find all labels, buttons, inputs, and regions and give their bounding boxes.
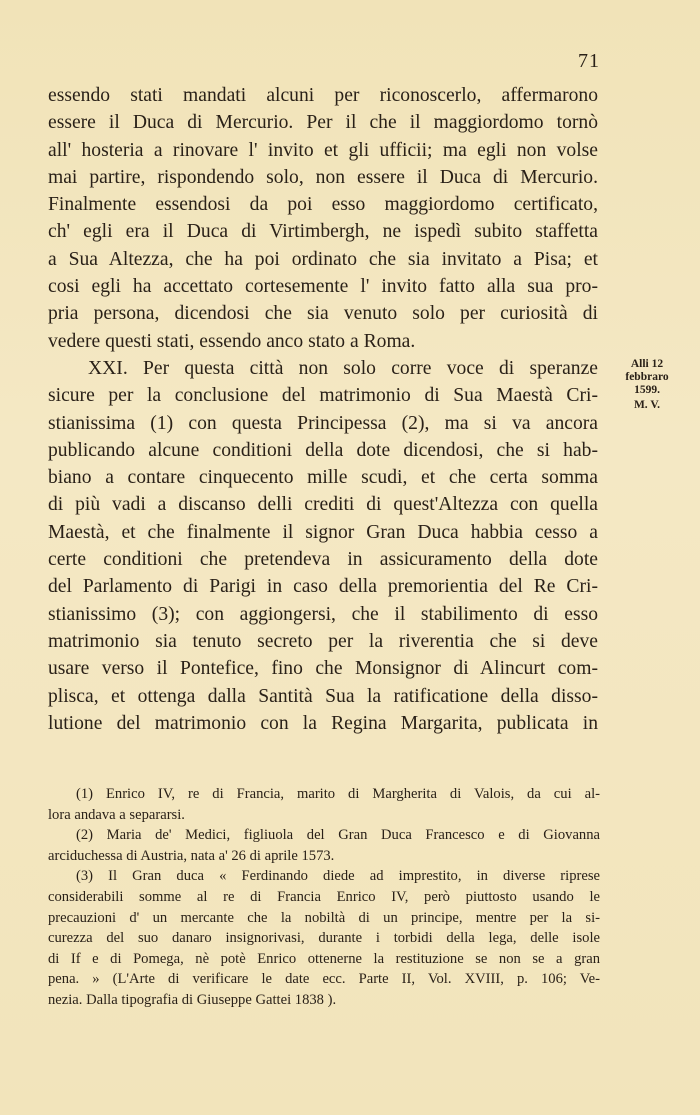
text-line: pria persona, dicendosi che sia venuto solo per curiosità di [48, 303, 598, 325]
footnote-line: curezza del suo danaro insignorivasi, durante i torbidi della lega, delle isole [48, 930, 600, 947]
margin-note-line: 1599. [634, 384, 660, 396]
margin-note-line: Alli 12 [630, 358, 664, 370]
margin-note-line: febbraro [625, 371, 669, 383]
text-line: a Sua Altezza, che ha poi ordinato che sia invitato a Pisa; et [48, 248, 598, 270]
text-line: stianissima (1) con questa Principessa (2), ma si va ancora [48, 412, 598, 434]
footnote-line: pena. » (L'Arte di verificare le date ecc. Parte II, Vol. XVIII, p. 106; Ve- [48, 971, 600, 988]
section-start-line: XXI. Per questa città non solo corre voce di speranze [88, 357, 598, 379]
footnote-line: (3) Il Gran duca « Ferdinando diede ad imprestito, in diverse riprese [76, 868, 600, 885]
footnote-line: precauzioni d' un mercante che la nobiltà di un principe, mentre per la si- [48, 909, 600, 926]
text-line: matrimonio sia tenuto secreto per la riverentia che si deve [48, 630, 598, 652]
text-line: del Parlamento di Parigi in caso della premorientia del Re Cri- [48, 576, 598, 598]
text-line: plisca, et ottenga dalla Santità Sua la ratificatione della disso- [48, 685, 598, 707]
footnote-line: lora andava a separarsi. [48, 806, 185, 823]
margin-date-note [607, 358, 687, 412]
footnote-line: (2) Maria de' Medici, figliuola del Gran Duca Francesco e di Giovanna [76, 827, 600, 844]
margin-note-line: M. V. [633, 399, 661, 411]
text-line: biano a contare cinquecento mille scudi, et che certa somma [48, 467, 598, 489]
footnote-line: nezia. Dalla tipografia di Giuseppe Gattei 1838 ). [48, 991, 337, 1008]
footnote-line: considerabili somme al re di Francia Enrico IV, però piuttosto usando le [48, 888, 600, 905]
text-line: stianissimo (3); con aggiongersi, che il stabilimento di esso [48, 603, 598, 625]
text-line: cosi egli ha accettato cortesemente l' invito fatto alla sua pro- [48, 276, 598, 298]
main-text [48, 82, 598, 737]
text-line: vedere questi stati, essendo anco stato a Roma. [48, 330, 416, 352]
text-line: essendo stati mandati alcuni per riconoscerlo, affermarono [48, 85, 598, 106]
text-line: certe conditioni che pretendeva in assicuramento della dote [48, 549, 598, 571]
footnote-line: di If e di Pomega, nè potè Enrico ottenerne la restituzione se non se a gran [48, 950, 600, 967]
text-line: ch' egli era il Duca di Virtimbergh, ne ispedì subito staffetta [48, 221, 598, 243]
text-line: lutione del matrimonio con la Regina Margarita, publicata in [48, 712, 598, 734]
text-line: all' hosteria a rinovare l' invito et gli ufficii; ma egli non volse [48, 139, 598, 161]
text-line: Maestà, et che finalmente il signor Gran Duca habbia cesso a [48, 521, 598, 543]
text-line: sicure per la conclusione del matrimonio di Sua Maestà Cri- [48, 385, 598, 407]
footnote-line: (1) Enrico IV, re di Francia, marito di Margherita di Valois, da cui al- [76, 786, 600, 802]
text-line: essere il Duca di Mercurio. Per il che il maggiordomo tornò [48, 112, 598, 134]
text-line: publicando alcune conditioni della dote dicendosi, che si hab- [48, 439, 598, 461]
footnotes [48, 784, 600, 1011]
footnote-line: arciduchessa di Austria, nata a' 26 di aprile 1573. [48, 847, 335, 864]
page-number: 71 [578, 50, 600, 72]
text-line: di più vadi a discanso delli crediti di quest'Altezza con quella [48, 494, 598, 516]
text-line: mai partire, rispondendo solo, non essere il Duca di Mercurio. [48, 166, 598, 188]
text-line: usare verso il Pontefice, fino che Monsignor di Alincurt com- [48, 658, 598, 680]
text-line: Finalmente essendosi da poi esso maggiordomo certificato, [48, 194, 598, 216]
